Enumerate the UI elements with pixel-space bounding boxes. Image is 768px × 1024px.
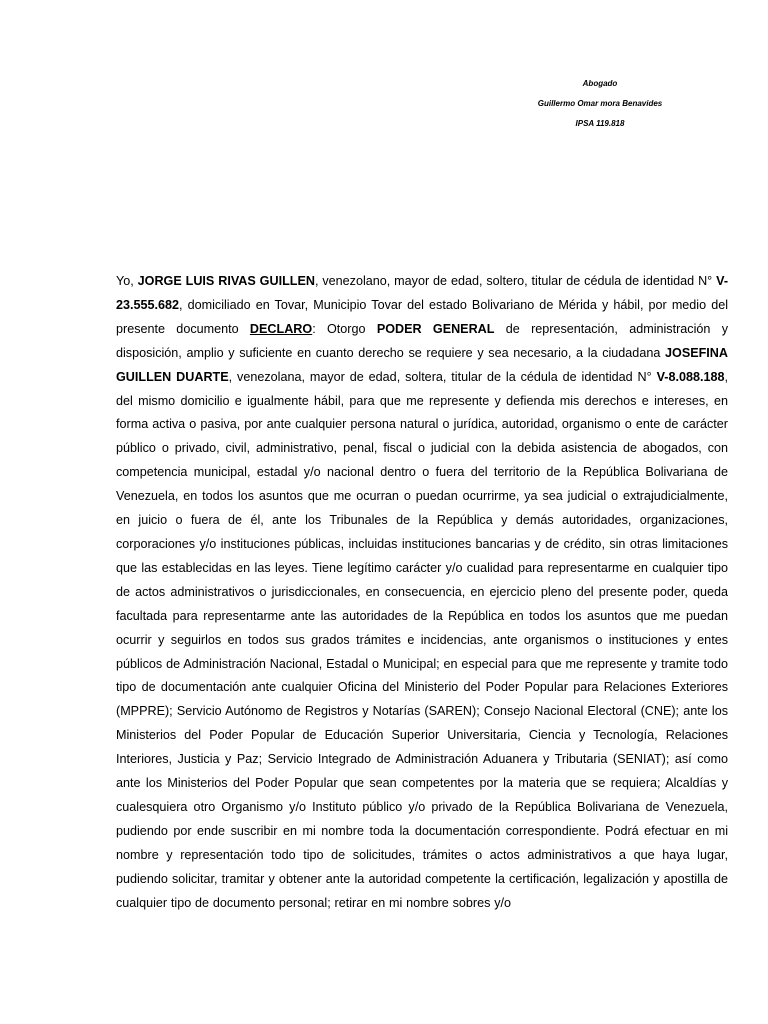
lawyer-name: Guillermo Omar mora Benavides <box>537 99 663 108</box>
poder-general-keyword: PODER GENERAL <box>376 321 495 336</box>
attorney-name: JOSEFINA GUILLEN DUARTE <box>116 345 728 384</box>
power-of-attorney-text <box>116 270 728 915</box>
letterhead <box>450 78 750 138</box>
text-segment: : Otorgo <box>312 321 377 336</box>
text-segment: de representación, administración y disposición, amplio y suficiente en cuanto derecho se requiere y sea necesario, a la ciudadana <box>116 321 728 360</box>
grantor-id: V-23.555.682 <box>116 274 729 312</box>
attorney-id: V-8.088.188 <box>656 369 725 384</box>
ipsa-number: IPSA 119.818 <box>575 119 625 128</box>
text-segment: , domiciliado en Tovar, Municipio Tovar del estado Bolivariano de Mérida y hábil, por medio del presente documento <box>116 297 728 336</box>
text-segment: , venezolana, mayor de edad, soltera, titular de la cédula de identidad N° <box>228 369 657 384</box>
letterhead-title: Abogado <box>582 79 618 88</box>
declaro-keyword: DECLARO <box>249 321 313 336</box>
text-segment: , venezolano, mayor de edad, soltero, titular de cédula de identidad N° <box>314 274 717 288</box>
text-segment: , del mismo domicilio e igualmente hábil, para que me represente y defienda mis derechos e intereses, en forma activa o pasiva, por ante cualquier persona natural o jurídica, autoridad, organismo o ente de carácter público o privado, civil, administrativo, penal, fiscal o judicial con la debida asistencia de abogados, con competencia municipal, estadal y/o nacional dentro o fuera del territorio de la República Bolivariana de Venezuela, en todos los asuntos que me ocurran o puedan ocurrirme, ya sea judicial o extrajudicialmente, en juicio o fuera de él, ante los Tribunales de la República y demás autoridades, organizaciones, corporaciones y/o instituciones públicas, incluidas instituciones bancarias y de crédito, sin otras limitaciones que las establecidas en las leyes. Tiene legítimo carácter y/o cualidad para representarme en cualquier tipo de actos administrativos o jurisdiccionales, en consecuencia, en ejercicio pleno del presente poder, queda facultada para representarme ante las autoridades de la República en todos los asuntos que me puedan ocurrir y seguirlos en todos sus grados trámites e incidencias, ante organismos o instituciones y entes públicos de Administración Nacional, Estadal o Municipal; en especial para que me represente y tramite todo tipo de documentación ante cualquier Oficina del Ministerio del Poder Popular para Relaciones Exteriores (MPPRE); Servicio Autónomo de Registros y Notarías (SAREN); Consejo Nacional Electoral (CNE); ante los Ministerios del Poder Popular de Educación Superior Universitaria, Ciencia y Tecnología, Relaciones Interiores, Justicia y Paz; Servicio Integrado de Administración Aduanera y Tributaria (SENIAT); así como ante los Ministerios del Poder Popular que sean competentes por la materia que se requiera; Alcaldías y cualesquiera otro Organismo y/o Instituto público y/o privado de la República Bolivariana de Venezuela, pudiendo por ende suscribir en mi nombre toda la documentación correspondiente. Podrá efectuar en mi nombre y representación todo tipo de solicitudes, trámites o actos administrativos a que haya lugar, pudiendo solicitar, tramitar y obtener ante la autoridad competente la certificación, legalización y apostilla de cualquier tipo de documento personal; retirar en mi nombre sobres y/o <box>116 369 729 910</box>
grantor-name: JORGE LUIS RIVAS GUILLEN <box>137 274 315 288</box>
text-segment: Yo, <box>116 274 138 288</box>
